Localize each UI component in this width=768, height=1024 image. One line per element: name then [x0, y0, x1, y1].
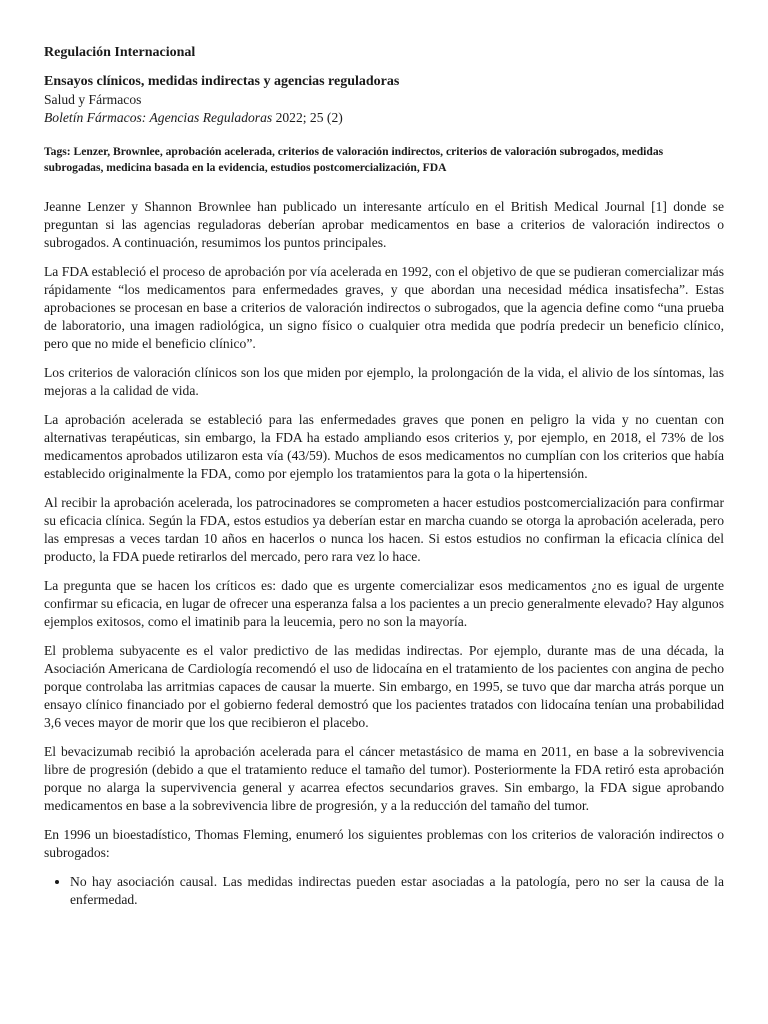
problem-list [44, 873, 724, 909]
body-paragraph: La FDA estableció el proceso de aprobación por vía acelerada en 1992, con el objetivo de que se pudieran comercializar más rápidamente “los medicamentos para enfermedades graves, y que abordan una necesidad médica insatisfecha”. Estas aprobaciones se procesan en base a criterios de valoración indirectos o subrogados, que la agencia define como “una prueba de laboratorio, una imagen radiológica, un signo físico o cualquier otra medida que podría predecir un beneficio clínico, pero que no mide el beneficio clínico”. [44, 264, 724, 351]
article-author: Salud y Fármacos [44, 92, 142, 107]
citation-journal: Boletín Fármacos: Agencias Reguladoras [44, 110, 273, 125]
article-content [44, 44, 724, 909]
body-paragraph: Jeanne Lenzer y Shannon Brownlee han publicado un interesante artículo en el British Medical Journal [1] donde se preguntan si las agencias reguladoras deberían aprobar medicamentos en base a criterios de valoración indirectos o subrogados. A continuación, resumimos los puntos principales. [44, 199, 724, 250]
article-citation [44, 109, 724, 127]
body-paragraph: La pregunta que se hacen los críticos es: dado que es urgente comercializar esos medicamentos ¿no es igual de urgente confirmar su eficacia, en lugar de ofrecer una esperanza falsa a los pacientes a un precio generalmente elevado? Hay algunos ejemplos exitosos, como el imatinib para la leucemia, pero no son la mayoría. [44, 578, 724, 629]
body-paragraph: Al recibir la aprobación acelerada, los patrocinadores se comprometen a hacer estudios postcomercialización para confirmar su eficacia clínica. Según la FDA, estos estudios ya deberían estar en marcha cuando se otorga la aprobación acelerada, pero las empresas a veces tardan 10 años en hacerlos o nunca los hacen. Si estos estudios no confirman la eficacia clínica del producto, la FDA puede retirarlos del mercado, pero rara vez lo hace. [44, 495, 724, 564]
article-tags: Tags: Lenzer, Brownlee, aprobación acelerada, criterios de valoración indirectos, criterios de valoración subrogados, medidas subrogadas, medicina basada en la evidencia, estudios postcomercialización, FDA [44, 145, 664, 174]
body-paragraph: Los criterios de valoración clínicos son los que miden por ejemplo, la prolongación de la vida, el alivio de los síntomas, las mejoras a la calidad de vida. [44, 365, 724, 398]
citation-volume: 2022; 25 (2) [272, 110, 343, 125]
body-paragraph: En 1996 un bioestadístico, Thomas Fleming, enumeró los siguientes problemas con los criterios de valoración indirectos o subrogados: [44, 827, 724, 860]
body-paragraph: La aprobación acelerada se estableció para las enfermedades graves que ponen en peligro la vida y no cuentan con alternativas terapéuticas, sin embargo, la FDA ha estado ampliando esos criterios y, por ejemplo, en 2018, el 73% de los medicamentos aprobados utilizaron esta vía (43/59). Muchos de esos medicamentos no cumplían con los criterios que había establecido originalmente la FDA, como por ejemplo los tratamientos para la gota o la hipertensión. [44, 412, 724, 481]
article-title: Ensayos clínicos, medidas indirectas y agencias reguladoras [44, 74, 400, 89]
list-item: • No hay asociación causal. Las medidas indirectas pueden estar asociadas a la patología, pero no ser la causa de la enfermedad. [70, 873, 724, 909]
body-paragraph: El problema subyacente es el valor predictivo de las medidas indirectas. Por ejemplo, durante mas de una década, la Asociación Americana de Cardiología recomendó el uso de lidocaína en el tratamiento de los pacientes con angina de pecho porque controlaba las arritmias capaces de causar la muerte. Sin embargo, en 1995, se tuvo que dar marcha atrás porque un ensayo clínico financiado por el gobierno federal demostró que los pacientes tratados con lidocaína tenían una probabilidad 3,6 veces mayor de morir que los que recibieron el placebo. [44, 643, 724, 730]
body-paragraph: El bevacizumab recibió la aprobación acelerada para el cáncer metastásico de mama en 2011, en base a la sobrevivencia libre de progresión (debido a que el tratamiento reduce el tamaño del tumor). Posteriormente la FDA retiró esta aprobación porque no alarga la supervivencia general y acarrea efectos secundarios graves. Sin embargo, la FDA sigue aprobando medicamentos en base a la sobrevivencia libre de progresión, y a la reducción del tamaño del tumor. [44, 744, 724, 813]
section-heading: Regulación Internacional [44, 45, 196, 60]
